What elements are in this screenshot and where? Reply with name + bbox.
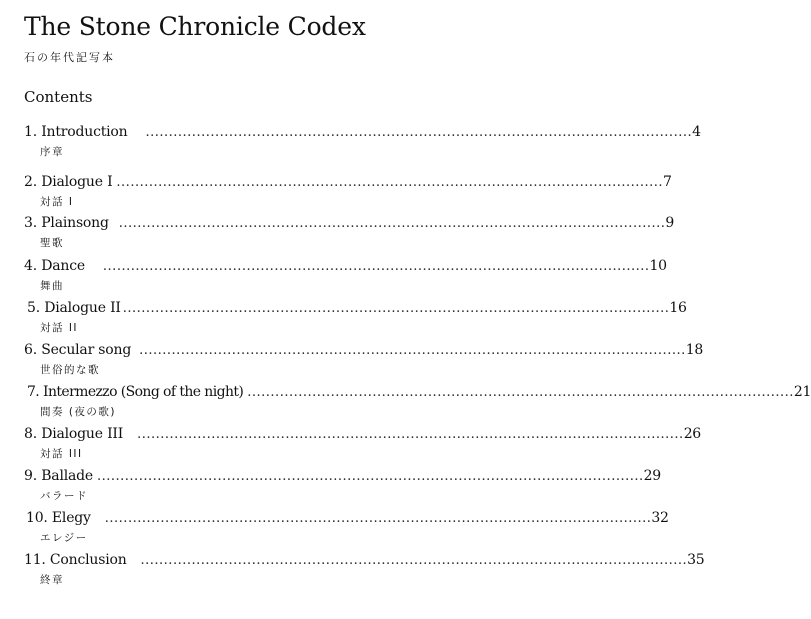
page-subtitle: 石の年代記写本	[24, 51, 115, 64]
toc-entry-subtitle: バラード	[40, 490, 88, 502]
toc-entry-page: 35	[687, 552, 705, 568]
toc-entry-page: 16	[669, 300, 687, 316]
toc-leader-dots: ......................................................................................................................	[247, 385, 794, 400]
toc-leader-dots: ......................................................................................................................	[140, 553, 688, 568]
toc-entry-subtitle: 対話 I	[40, 196, 74, 208]
toc-entry-page: 9	[665, 215, 674, 231]
toc-entry-subtitle: 対話 III	[40, 448, 83, 460]
toc-entry-title: 1. Introduction	[24, 124, 128, 140]
toc-entry-page: 29	[643, 468, 661, 484]
page-title: The Stone Chronicle Codex	[24, 12, 366, 41]
toc-entry-title: 9. Ballade	[24, 468, 93, 484]
toc-entry-page: 4	[692, 124, 701, 140]
toc-entry-subtitle: 対話 II	[40, 322, 79, 334]
toc-leader-dots: ......................................................................................................................	[145, 125, 693, 140]
toc-entry-title: 6. Secular song	[24, 342, 132, 358]
toc-entry-page: 18	[685, 342, 703, 358]
contents-heading: Contents	[24, 88, 93, 106]
toc-leader-dots: ......................................................................................................................	[102, 259, 650, 274]
toc-entry-title: 8. Dialogue III	[24, 426, 124, 442]
toc-entry-subtitle: 舞曲	[40, 280, 64, 292]
toc-entry-title: 3. Plainsong	[24, 215, 109, 231]
toc-entry-subtitle: 聖歌	[40, 237, 64, 249]
toc-entry-title: 10. Elegy	[26, 510, 91, 526]
toc-entry-subtitle: 終章	[40, 574, 64, 586]
toc-leader-dots: ......................................................................................................................	[104, 511, 652, 526]
toc-entry-page: 32	[651, 510, 669, 526]
toc-entry-title: 2. Dialogue I	[24, 174, 113, 190]
toc-entry-title: 11. Conclusion	[24, 552, 127, 568]
toc-leader-dots: ......................................................................................................................	[116, 175, 664, 190]
toc-leader-dots: ......................................................................................................................	[139, 343, 686, 358]
toc-leader-dots: ......................................................................................................................	[97, 469, 644, 484]
toc-entry-title: 4. Dance	[24, 258, 85, 274]
toc-entry-subtitle: エレジー	[40, 532, 88, 544]
toc-entry-title: 5. Dialogue II	[27, 300, 121, 316]
toc-leader-dots: ......................................................................................................................	[118, 216, 666, 231]
toc-leader-dots: ......................................................................................................................	[122, 301, 670, 316]
toc-entry-page: 7	[663, 174, 672, 190]
toc-entry-subtitle: 序章	[40, 146, 64, 158]
toc-entry-page: 10	[649, 258, 667, 274]
toc-entry-page: 26	[683, 426, 701, 442]
toc-entry-page: 21	[793, 384, 811, 400]
toc-leader-dots: ......................................................................................................................	[137, 427, 684, 442]
toc-entry-subtitle: 世俗的な歌	[40, 364, 100, 376]
toc-entry-title: 7. Intermezzo (Song of the night)	[27, 384, 244, 400]
toc-entry-subtitle: 間奏 (夜の歌)	[40, 406, 117, 418]
